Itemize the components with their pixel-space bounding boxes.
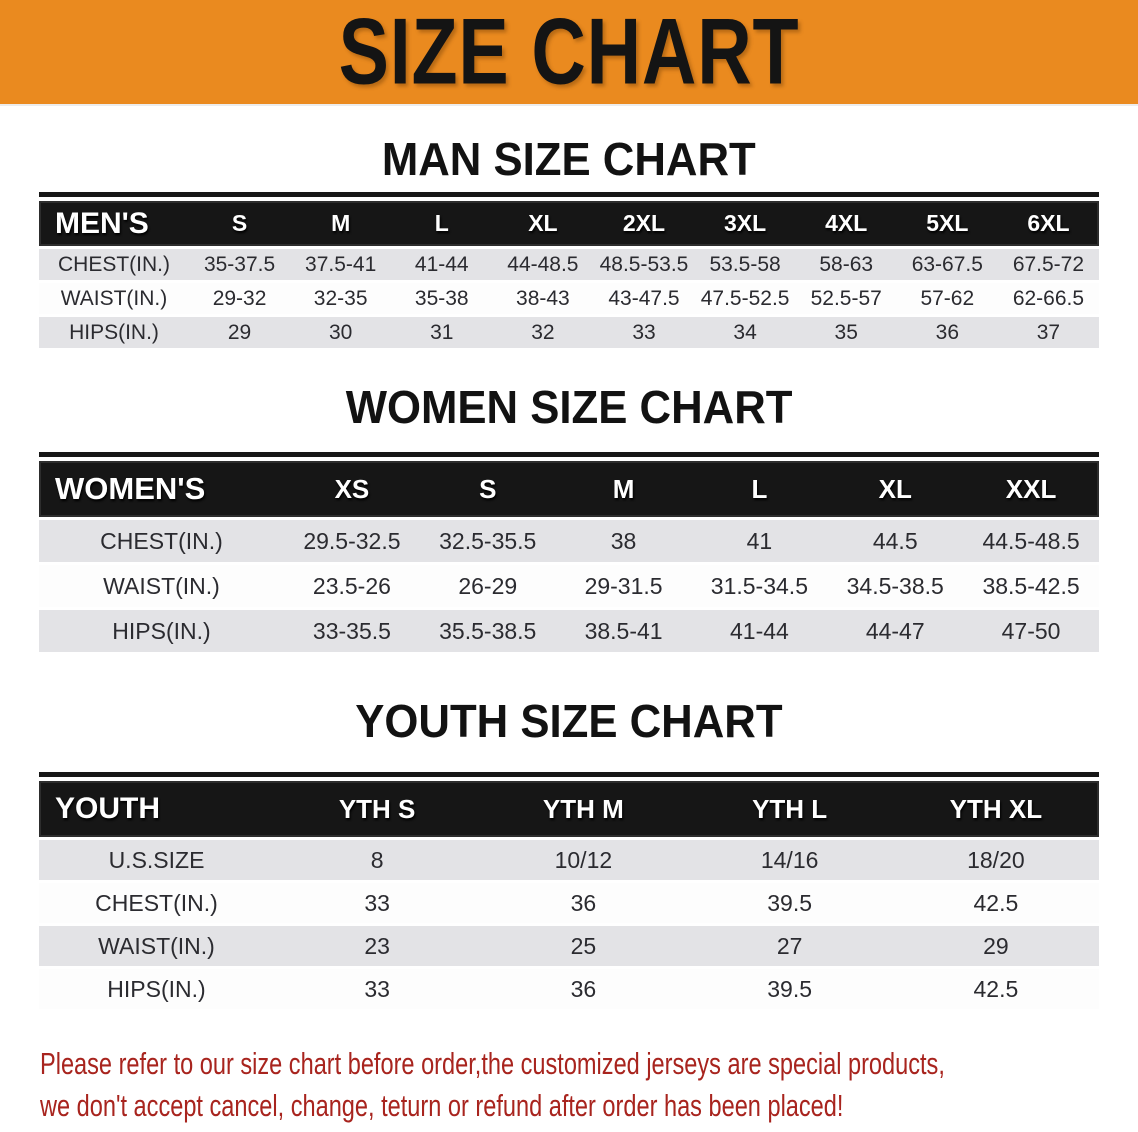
cell-value: 37.5-41 bbox=[305, 252, 377, 276]
cell-value: 41-44 bbox=[414, 252, 469, 276]
column-header: 4XL bbox=[825, 210, 868, 236]
table-row bbox=[39, 283, 1099, 314]
table-row bbox=[39, 840, 1099, 880]
row-label: WAIST(IN.) bbox=[60, 286, 168, 310]
column-header: S bbox=[479, 473, 497, 504]
section-heading-man: MAN SIZE CHART bbox=[382, 133, 756, 185]
column-header: L bbox=[751, 473, 768, 504]
note-line-2: we don't accept cancel, change, teturn or refund after order has been placed! bbox=[40, 1088, 844, 1123]
note-line-1: Please refer to our size chart before order,the customized jerseys are special products, bbox=[40, 1046, 945, 1081]
section-heading-youth: YOUTH SIZE CHART bbox=[355, 695, 783, 747]
cell-value: 29-32 bbox=[212, 286, 267, 310]
cell-value: 44-48.5 bbox=[507, 252, 579, 276]
cell-value: 44-47 bbox=[865, 617, 925, 644]
cell-value: 14/16 bbox=[760, 846, 819, 873]
row-label: WAIST(IN.) bbox=[98, 932, 215, 959]
row-label: HIPS(IN.) bbox=[69, 320, 159, 344]
cell-value: 29 bbox=[227, 320, 252, 344]
cell-value: 58-63 bbox=[819, 252, 874, 276]
cell-value: 32-35 bbox=[313, 286, 368, 310]
column-header: 2XL bbox=[622, 210, 666, 236]
table-header-row bbox=[39, 201, 1099, 246]
cell-value: 38.5-42.5 bbox=[982, 572, 1080, 599]
cell-value: 10/12 bbox=[554, 846, 613, 873]
table-header-label: YOUTH bbox=[55, 792, 160, 825]
cell-value: 29-31.5 bbox=[584, 572, 663, 599]
column-header: 6XL bbox=[1027, 210, 1070, 236]
cell-value: 38.5-41 bbox=[584, 617, 663, 644]
cell-value: 42.5 bbox=[973, 975, 1019, 1002]
cell-value: 53.5-58 bbox=[709, 252, 781, 276]
cell-value: 67.5-72 bbox=[1012, 252, 1085, 276]
cell-value: 18/20 bbox=[967, 846, 1025, 873]
table-row bbox=[39, 610, 1099, 652]
cell-value: 48.5-53.5 bbox=[599, 252, 689, 276]
cell-value: 44.5 bbox=[872, 527, 918, 554]
column-header: 5XL bbox=[926, 210, 969, 236]
row-label: CHEST(IN.) bbox=[58, 252, 170, 276]
section-heading-women: WOMEN SIZE CHART bbox=[345, 381, 793, 433]
cell-value: 23.5-26 bbox=[312, 572, 391, 599]
column-header: YTH XL bbox=[949, 793, 1043, 824]
table-top-line bbox=[39, 772, 1099, 777]
table-row bbox=[39, 317, 1099, 348]
cell-value: 44.5-48.5 bbox=[982, 527, 1080, 554]
column-header: XXL bbox=[1005, 473, 1057, 504]
column-header: YTH S bbox=[338, 793, 416, 824]
cell-value: 47-50 bbox=[1001, 617, 1061, 644]
cell-value: 30 bbox=[328, 320, 353, 344]
column-header: S bbox=[231, 210, 248, 236]
cell-value: 33 bbox=[364, 889, 390, 916]
banner-title: SIZE CHART bbox=[338, 0, 800, 105]
row-label: CHEST(IN.) bbox=[100, 527, 223, 554]
cell-value: 42.5 bbox=[973, 889, 1019, 916]
row-label: WAIST(IN.) bbox=[103, 572, 220, 599]
cell-value: 36 bbox=[570, 975, 597, 1002]
cell-value: 31 bbox=[430, 320, 454, 344]
youth-size-table bbox=[39, 772, 1099, 1009]
cell-value: 33 bbox=[632, 320, 656, 344]
cell-value: 47.5-52.5 bbox=[700, 286, 790, 310]
table-row bbox=[39, 883, 1099, 923]
cell-value: 39.5 bbox=[767, 975, 812, 1002]
column-header: 3XL bbox=[724, 210, 767, 236]
row-label: HIPS(IN.) bbox=[112, 617, 211, 644]
cell-value: 41-44 bbox=[729, 617, 789, 644]
table-row bbox=[39, 520, 1099, 562]
cell-value: 35-38 bbox=[414, 286, 469, 310]
cell-value: 34 bbox=[733, 320, 757, 344]
cell-value: 63-67.5 bbox=[911, 252, 983, 276]
column-header: XL bbox=[878, 473, 912, 504]
cell-value: 8 bbox=[370, 846, 384, 873]
cell-value: 33 bbox=[364, 975, 390, 1002]
disclaimer-note bbox=[40, 1043, 1138, 1127]
table-header-label: WOMEN'S bbox=[55, 471, 206, 506]
row-label: U.S.SIZE bbox=[108, 846, 205, 873]
size-chart-banner bbox=[0, 0, 1138, 106]
cell-value: 35 bbox=[834, 320, 858, 344]
cell-value: 23 bbox=[364, 932, 390, 959]
cell-value: 35.5-38.5 bbox=[439, 617, 537, 644]
cell-value: 32.5-35.5 bbox=[439, 527, 537, 554]
column-header: XL bbox=[528, 210, 558, 236]
column-header: M bbox=[331, 210, 351, 236]
row-label: CHEST(IN.) bbox=[95, 889, 218, 916]
cell-value: 25 bbox=[570, 932, 597, 959]
cell-value: 34.5-38.5 bbox=[846, 572, 944, 599]
table-row bbox=[39, 565, 1099, 607]
table-header-label: MEN'S bbox=[55, 206, 149, 240]
table-top-line bbox=[39, 192, 1099, 197]
cell-value: 31.5-34.5 bbox=[710, 572, 808, 599]
table-top-line bbox=[39, 452, 1099, 457]
column-header: XS bbox=[334, 473, 370, 504]
column-header: M bbox=[612, 473, 635, 504]
table-row bbox=[39, 969, 1099, 1009]
cell-value: 41 bbox=[746, 527, 773, 554]
cell-value: 27 bbox=[776, 932, 803, 959]
cell-value: 57-62 bbox=[920, 286, 975, 310]
cell-value: 38-43 bbox=[516, 286, 570, 310]
cell-value: 33-35.5 bbox=[312, 617, 391, 644]
column-header: YTH M bbox=[542, 793, 624, 824]
cell-value: 29.5-32.5 bbox=[303, 527, 401, 554]
column-header: YTH L bbox=[752, 793, 828, 824]
women-section-heading-wrap bbox=[0, 381, 1138, 433]
column-header: L bbox=[434, 210, 449, 236]
cell-value: 52.5-57 bbox=[810, 286, 882, 310]
table-row bbox=[39, 926, 1099, 966]
man-section-heading-wrap bbox=[0, 133, 1138, 185]
cell-value: 26-29 bbox=[458, 572, 518, 599]
cell-value: 32 bbox=[531, 320, 555, 344]
cell-value: 39.5 bbox=[767, 889, 812, 916]
men-size-table bbox=[39, 192, 1099, 348]
row-label: HIPS(IN.) bbox=[107, 975, 206, 1002]
cell-value: 62-66.5 bbox=[1012, 286, 1085, 310]
cell-value: 38 bbox=[610, 527, 637, 554]
cell-value: 36 bbox=[935, 320, 959, 344]
table-header-row bbox=[39, 781, 1099, 837]
youth-section-heading-wrap bbox=[0, 695, 1138, 747]
cell-value: 43-47.5 bbox=[608, 286, 680, 310]
table-header-row bbox=[39, 461, 1099, 517]
cell-value: 37 bbox=[1036, 320, 1061, 344]
cell-value: 35-37.5 bbox=[203, 252, 276, 276]
women-size-table bbox=[39, 452, 1099, 652]
cell-value: 36 bbox=[570, 889, 597, 916]
table-row bbox=[39, 249, 1099, 280]
cell-value: 29 bbox=[983, 932, 1009, 959]
